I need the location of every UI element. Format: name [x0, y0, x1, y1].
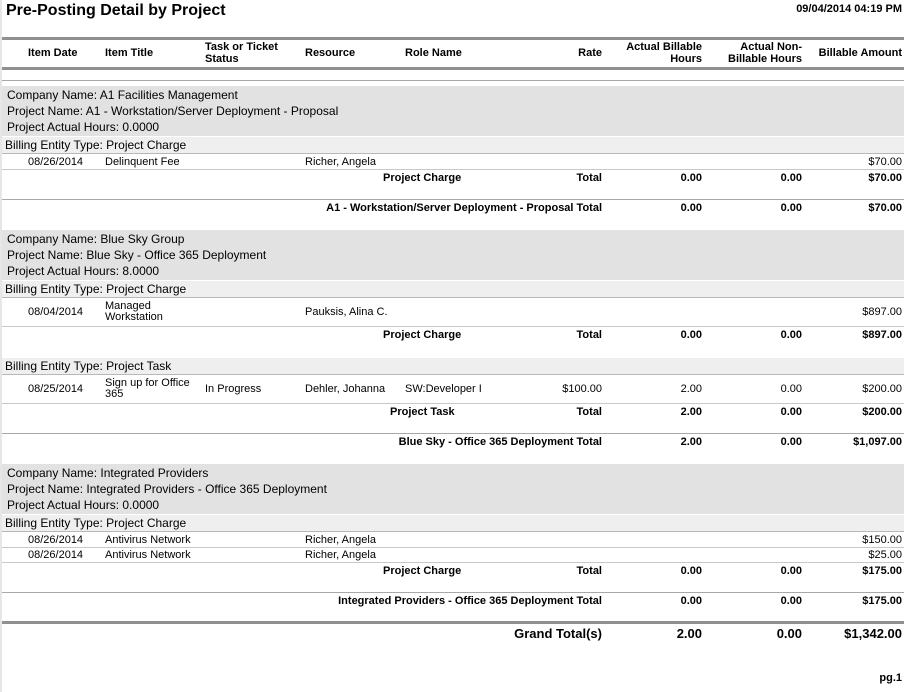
project-actual-hours: Project Actual Hours: 8.0000 — [7, 264, 160, 278]
grand-total-rule — [2, 621, 904, 624]
subtotal-nonbillable-hours: 0.00 — [780, 406, 802, 418]
project-total-amount: $175.00 — [862, 595, 902, 607]
col-item-date: Item Date — [28, 47, 78, 59]
company-name: Company Name: Blue Sky Group — [7, 232, 185, 246]
grand-total-billable-hours: 2.00 — [676, 626, 702, 641]
project-total-nonbillable-hours: 0.00 — [780, 595, 802, 607]
project-band — [2, 86, 904, 136]
col-status-line1: Task or Ticket — [205, 41, 278, 53]
row-date: 08/26/2014 — [28, 534, 84, 546]
row-title: Sign up for Office 365 — [105, 377, 190, 400]
report-datetime: 09/04/2014 04:19 PM — [796, 3, 902, 15]
row-resource: Dehler, Johanna — [305, 383, 386, 395]
billing-entity-type — [2, 281, 904, 298]
billing-entity-type-label: Billing Entity Type: Project Charge — [5, 282, 187, 296]
subtotal-total-word: Total — [576, 329, 602, 341]
col-billable-amount: Billable Amount — [818, 47, 902, 59]
subtotal-label: Project Charge — [383, 172, 462, 184]
project-total-billable-hours: 0.00 — [680, 202, 702, 214]
billing-entity-type-label: Billing Entity Type: Project Task — [5, 359, 172, 373]
row-date: 08/26/2014 — [28, 156, 84, 168]
row-rate: $100.00 — [562, 383, 602, 395]
subtotal-billable-hours: 0.00 — [680, 172, 702, 184]
billing-entity-type-label: Billing Entity Type: Project Charge — [5, 516, 187, 530]
col-role-name: Role Name — [405, 47, 462, 59]
project-total-rule — [2, 592, 904, 593]
row-date: 08/25/2014 — [28, 383, 84, 395]
col-rate: Rate — [578, 47, 602, 59]
row-amount: $200.00 — [862, 383, 902, 395]
subtotal-amount: $175.00 — [862, 565, 902, 577]
subtotal-label: Project Task — [390, 406, 455, 418]
project-total-label: Blue Sky - Office 365 Deployment Total — [398, 436, 602, 448]
row-status: In Progress — [205, 383, 262, 395]
project-total-label: A1 - Workstation/Server Deployment - Proposal Total — [326, 202, 602, 214]
row-date: 08/04/2014 — [28, 306, 84, 318]
col-item-title: Item Title — [105, 47, 154, 59]
billing-entity-type — [2, 358, 904, 375]
row-billable-hours: 2.00 — [680, 383, 702, 395]
row-title: Antivirus Network — [105, 534, 191, 546]
subtotal-billable-hours: 2.00 — [680, 406, 702, 418]
grand-total-amount: $1,342.00 — [844, 626, 902, 641]
project-total-billable-hours: 0.00 — [680, 595, 702, 607]
subtotal-label: Project Charge — [383, 329, 462, 341]
subtotal-amount: $200.00 — [862, 406, 902, 418]
row-separator — [2, 326, 904, 327]
project-total-rule — [2, 199, 904, 200]
project-name: Project Name: Blue Sky - Office 365 Deployment — [7, 248, 267, 262]
header-spacer-rule — [2, 80, 904, 81]
col-billable-line2: Hours — [670, 53, 702, 65]
row-title: Delinquent Fee — [105, 156, 180, 168]
row-separator — [2, 547, 904, 548]
project-total-billable-hours: 2.00 — [680, 436, 702, 448]
company-name: Company Name: A1 Facilities Management — [7, 88, 238, 102]
row-separator — [2, 169, 904, 170]
row-title: Antivirus Network — [105, 549, 191, 561]
subtotal-amount: $70.00 — [868, 172, 902, 184]
project-actual-hours: Project Actual Hours: 0.0000 — [7, 498, 160, 512]
row-separator — [2, 403, 904, 404]
row-amount: $25.00 — [868, 549, 902, 561]
col-resource: Resource — [305, 47, 356, 59]
billing-entity-type — [2, 137, 904, 154]
header-bottom-rule — [2, 67, 904, 70]
col-nonbillable-line2: Billable Hours — [728, 53, 802, 65]
col-billable-line1: Actual Billable — [626, 41, 702, 53]
row-separator — [2, 562, 904, 563]
subtotal-nonbillable-hours: 0.00 — [780, 565, 802, 577]
project-total-nonbillable-hours: 0.00 — [780, 202, 802, 214]
row-role: SW:Developer I — [405, 383, 482, 395]
subtotal-label: Project Charge — [383, 565, 462, 577]
company-name: Company Name: Integrated Providers — [7, 466, 209, 480]
grand-total-label: Grand Total(s) — [514, 626, 602, 641]
project-band — [2, 464, 904, 514]
row-resource: Richer, Angela — [305, 156, 376, 168]
project-name: Project Name: Integrated Providers - Office 365 Deployment — [7, 482, 327, 496]
row-amount: $897.00 — [862, 306, 902, 318]
billing-entity-type-label: Billing Entity Type: Project Charge — [5, 138, 187, 152]
project-total-rule — [2, 433, 904, 434]
project-name: Project Name: A1 - Workstation/Server Deployment - Proposal — [7, 104, 339, 118]
col-status-line2: Status — [205, 53, 239, 65]
subtotal-billable-hours: 0.00 — [680, 329, 702, 341]
row-resource: Richer, Angela — [305, 534, 376, 546]
col-nonbillable-line1: Actual Non- — [740, 41, 802, 53]
project-total-amount: $70.00 — [868, 202, 902, 214]
header-top-rule — [2, 37, 904, 40]
project-total-amount: $1,097.00 — [853, 436, 902, 448]
subtotal-total-word: Total — [576, 172, 602, 184]
row-resource: Pauksis, Alina C. — [305, 306, 388, 318]
subtotal-total-word: Total — [576, 406, 602, 418]
row-date: 08/26/2014 — [28, 549, 84, 561]
project-actual-hours: Project Actual Hours: 0.0000 — [7, 120, 160, 134]
row-title: Managed Workstation — [105, 300, 163, 323]
project-total-nonbillable-hours: 0.00 — [780, 436, 802, 448]
subtotal-amount: $897.00 — [862, 329, 902, 341]
subtotal-total-word: Total — [576, 565, 602, 577]
project-band — [2, 230, 904, 280]
subtotal-billable-hours: 0.00 — [680, 565, 702, 577]
row-nonbillable-hours: 0.00 — [780, 383, 802, 395]
subtotal-nonbillable-hours: 0.00 — [780, 172, 802, 184]
page-number: pg.1 — [879, 672, 902, 684]
project-total-label: Integrated Providers - Office 365 Deployment Total — [338, 595, 602, 607]
billing-entity-type — [2, 515, 904, 532]
row-amount: $150.00 — [862, 534, 902, 546]
report-title: Pre-Posting Detail by Project — [6, 2, 226, 19]
grand-total-nonbillable-hours: 0.00 — [776, 626, 802, 641]
row-amount: $70.00 — [868, 156, 902, 168]
row-resource: Richer, Angela — [305, 549, 376, 561]
subtotal-nonbillable-hours: 0.00 — [780, 329, 802, 341]
